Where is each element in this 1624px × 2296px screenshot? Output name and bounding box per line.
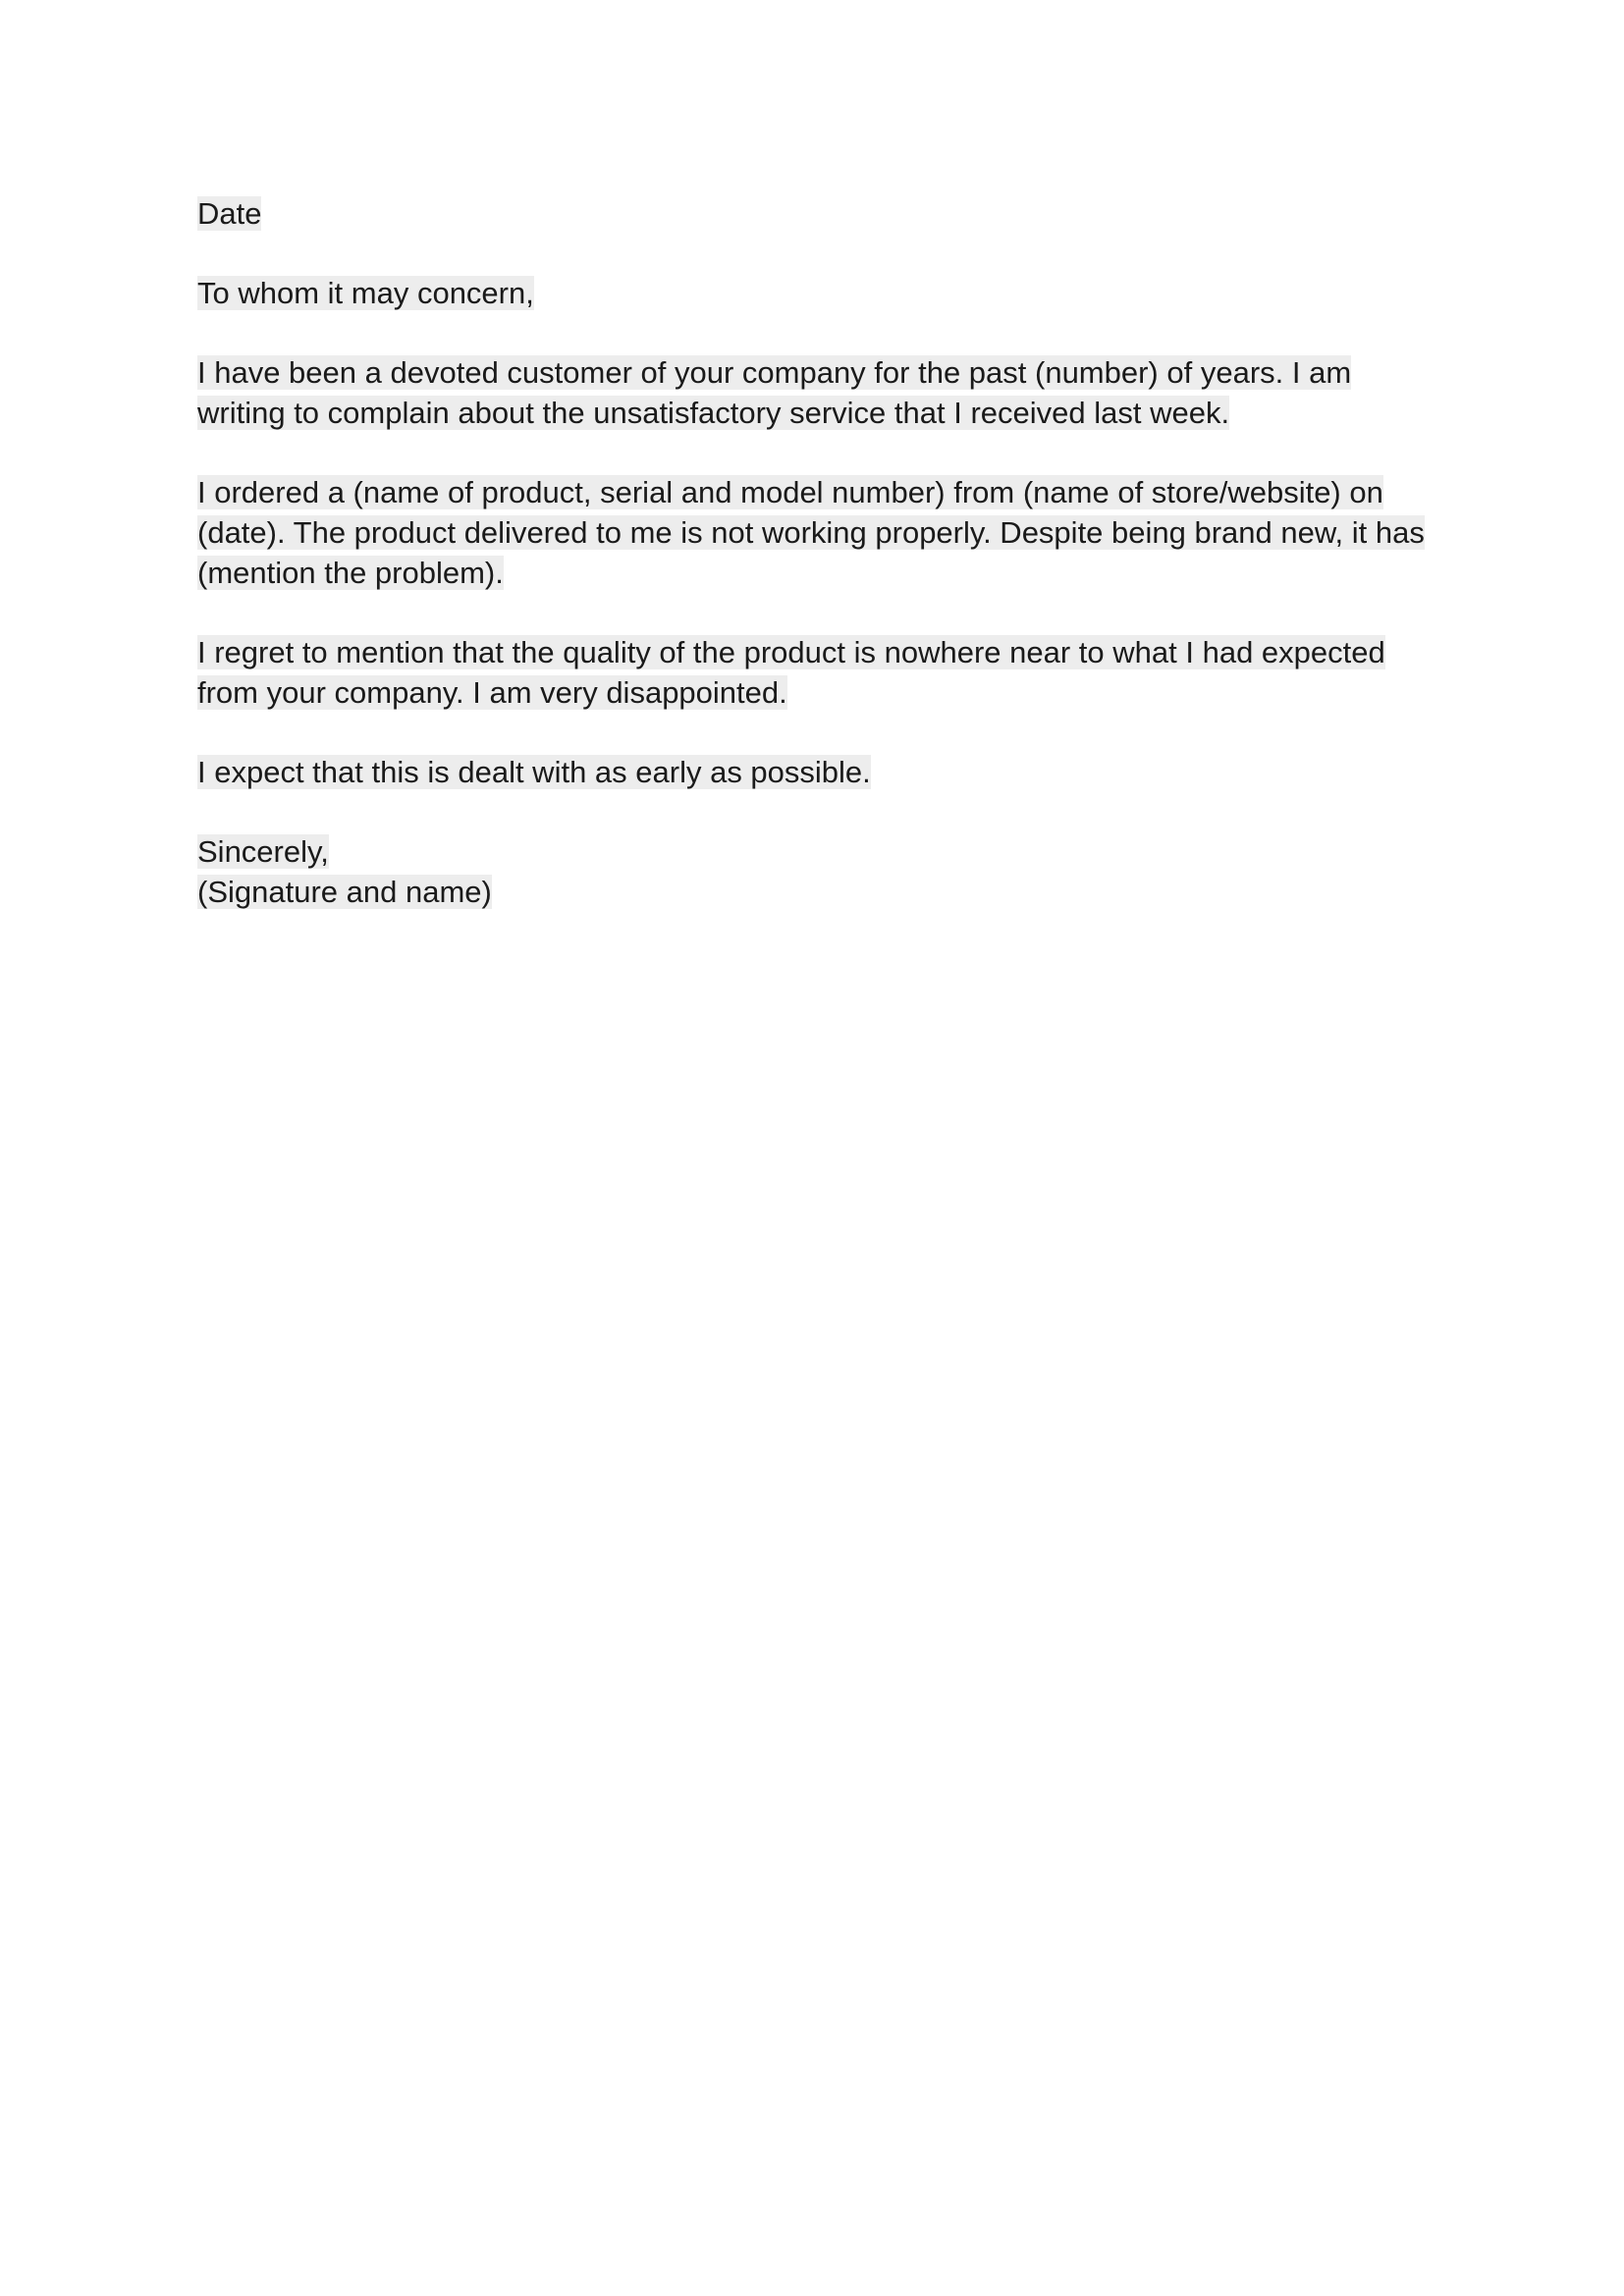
paragraph-line: I regret to mention that the quality of the product is nowhere near to what I had expected <box>197 635 1385 669</box>
paragraph-order-details <box>197 472 1435 593</box>
date-text: Date <box>197 196 262 231</box>
complaint-letter <box>197 193 1435 951</box>
paragraph-line: I ordered a (name of product, serial and model number) from (name of store/website) on <box>197 475 1383 509</box>
salutation <box>197 273 1435 313</box>
paragraph-line: writing to complain about the unsatisfactory service that I received last week. <box>197 396 1230 430</box>
paragraph-line: from your company. I am very disappointed. <box>197 675 787 710</box>
paragraph-line: (date). The product delivered to me is not working properly. Despite being brand new, it has <box>197 515 1425 550</box>
paragraph-expectation <box>197 752 1435 792</box>
paragraph-line: I have been a devoted customer of your company for the past (number) of years. I am <box>197 355 1352 390</box>
salutation-text: To whom it may concern, <box>197 276 534 310</box>
date-line <box>197 193 1435 234</box>
paragraph-line: (mention the problem). <box>197 556 504 590</box>
closing-text: Sincerely, <box>197 834 329 869</box>
signature-placeholder: (Signature and name) <box>197 875 492 909</box>
paragraph-disappointment <box>197 632 1435 713</box>
closing-block <box>197 831 1435 912</box>
paragraph-line: I expect that this is dealt with as early as possible. <box>197 755 871 789</box>
paragraph-customer-intro <box>197 352 1435 433</box>
